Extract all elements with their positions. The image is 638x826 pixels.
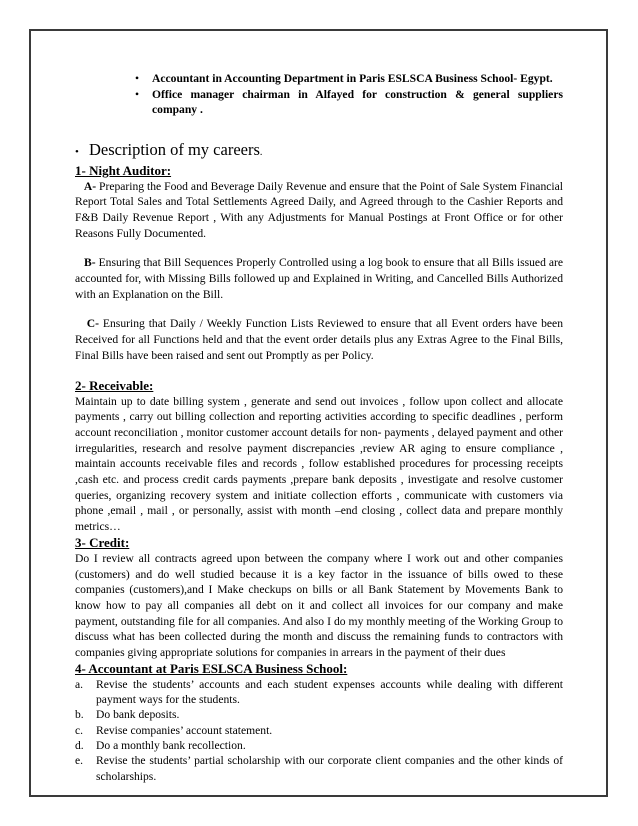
paragraph-label: A-: [83, 179, 97, 193]
section-title-credit: 3- Credit:: [75, 534, 130, 550]
section-title-night-auditor: 1- Night Auditor:: [75, 162, 172, 178]
list-marker: a.: [75, 677, 84, 691]
spacer: [75, 302, 563, 316]
spacer: [75, 241, 563, 255]
night-auditor-paragraph-c: [75, 316, 563, 363]
list-item-text: Revise the students’ accounts and each student expenses accounts while dealing with different payment ways for the students.: [96, 677, 563, 707]
section-title-receivable: 2- Receivable:: [75, 377, 154, 393]
paragraph-text: Ensuring that Bill Sequences Properly Controlled using a log book to ensure that all Bills issued are accounted for, with Missing Bills followed up and Explained in Writing, and Cancelled Bills Authorized with an Explanation on the Bill.: [75, 256, 563, 301]
list-marker: e.: [75, 754, 84, 768]
list-item-text: Do bank deposits.: [96, 708, 180, 722]
paragraph-text: Preparing the Food and Beverage Daily Revenue and ensure that the Point of Sale System Financial Report Total Sales and Total Settlements Agreed Daily, and Agreed through to the Cashier Reports and F&B Daily Revenue Report , With any Adjustments for Manual Postings at Front Office or for other Reasons Fully Documented.: [75, 179, 563, 240]
bullet-icon: •: [75, 145, 79, 158]
section-title-eslsca: 4- Accountant at Paris ESLSCA Business School:: [75, 660, 348, 676]
list-item: [75, 738, 563, 753]
paragraph-label: C-: [86, 317, 99, 331]
night-auditor-paragraph-b: [75, 255, 563, 302]
list-marker: c.: [75, 723, 84, 737]
list-item: [75, 677, 563, 708]
careers-heading-dot: .: [259, 146, 263, 158]
spacer: [75, 364, 563, 378]
list-item: • Accountant in Accounting Department in Paris ESLSCA Business School- Egypt.: [135, 71, 563, 87]
list-item-text: Revise companies’ account statement.: [96, 723, 273, 737]
credit-paragraph: Do I review all contracts agreed upon between the company where I work out and other companies (customers) and do well studied because it is a key factor in the issuance of bills owed to these companies (customers),and I Make checkups on bills or all Bank Statement by Movements Bank to know how to pay all companies all debt on it and collect all invoices for our company and make payment, outstanding file for all companies. And also I do my monthly meeting of the Working Group to discuss what has been collected during the month and discuss the remaining funds to contractors with companies giving appropriate solutions for companies in arrears in the payment of their dues: [75, 551, 563, 660]
list-item: [75, 723, 563, 738]
document-body: [75, 71, 563, 784]
careers-heading: [75, 140, 563, 163]
list-item: • Office manager chairman in Alfayed for construction & general suppliers company .: [135, 87, 563, 118]
receivable-paragraph: Maintain up to date billing system , generate and send out invoices , follow upon collect and allocate payments , carry out billing collection and reporting activities according to specific deadlines , perform account reconciliation , monitor customer account details for non- payments , delayed payment and other irregularities, research and resolve payment discrepancies ,review AR aging to ensure compliance , maintain accounts receivable files and records , follow established procedures for processing receipts ,cash etc. and process credit cards payments ,prepare bank deposits , investigate and resolve customer queries, organizing recovery system and initiate collection efforts , communicate with customers via phone ,email , mail , or personally, assist with month –end closing , collect data and prepare monthly metrics…: [75, 394, 563, 534]
list-marker: d.: [75, 738, 84, 752]
paragraph-text: Ensuring that Daily / Weekly Function Lists Reviewed to ensure that all Event orders have been Received for all Functions held and that the event order details plus any Extras Agree to the Final Bills, Final Bills have been raised and sent out Promptly as per Policy.: [75, 317, 563, 362]
paragraph-label: B-: [83, 256, 96, 270]
list-item-text: Revise the students’ partial scholarship with our corporate client companies and the other kinds of scholarships.: [96, 754, 563, 783]
list-item-text: Do a monthly bank recollection.: [96, 738, 246, 752]
list-item: [75, 753, 563, 784]
list-item: [75, 707, 563, 722]
night-auditor-paragraph-a: [75, 179, 563, 242]
previous-positions-list: [135, 71, 563, 118]
eslsca-duties-list: [75, 677, 563, 784]
careers-heading-text: Description of my careers: [89, 139, 260, 159]
list-marker: b.: [75, 708, 84, 722]
